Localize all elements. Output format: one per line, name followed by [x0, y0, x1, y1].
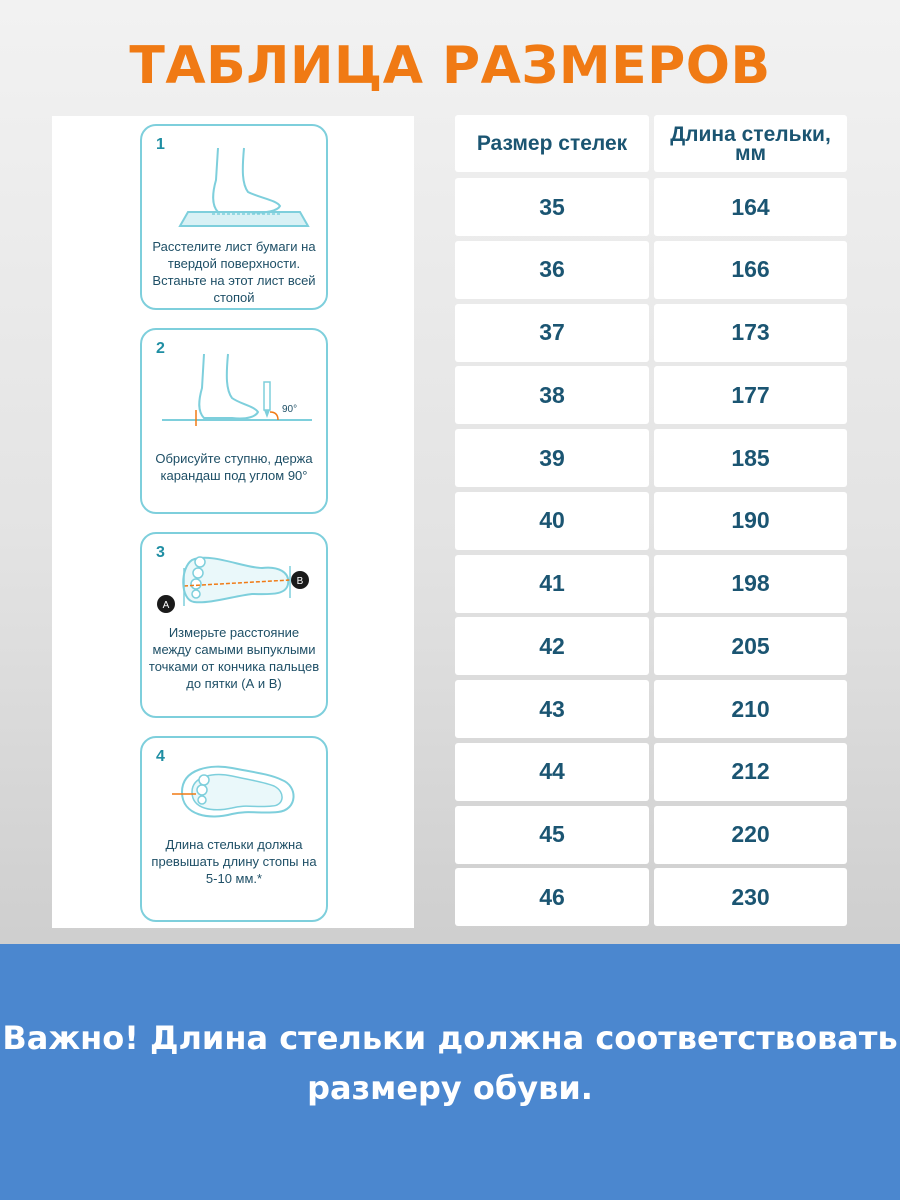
step-4-text: Длина стельки должна превышать длину стопы на 5-10 мм.* — [151, 837, 317, 886]
step-2-text: Обрисуйте ступню, держа карандаш под углом 90° — [155, 451, 313, 483]
size-cell: 35 — [455, 178, 649, 236]
foot-tracing-pencil-icon — [152, 344, 320, 426]
length-cell: 210 — [654, 680, 847, 738]
size-cell: 42 — [455, 617, 649, 675]
length-cell: 205 — [654, 617, 847, 675]
point-a-label: A — [162, 600, 170, 611]
angle-label: 90° — [282, 404, 298, 415]
instructions-panel — [52, 116, 414, 928]
step-number: 1 — [156, 136, 165, 153]
size-cell: 37 — [455, 304, 649, 362]
length-cell: 190 — [654, 492, 847, 550]
size-cell: 41 — [455, 555, 649, 613]
page-title: ТАБЛИЦА РАЗМЕРОВ — [129, 36, 771, 96]
size-cell: 44 — [455, 743, 649, 801]
length-cell: 230 — [654, 868, 847, 926]
step-number: 2 — [156, 340, 165, 357]
size-cell: 38 — [455, 366, 649, 424]
step-4-card — [140, 736, 328, 922]
point-b-label: B — [296, 576, 304, 587]
foot-measurement-icon — [152, 546, 320, 618]
size-cell: 36 — [455, 241, 649, 299]
step-1-card — [140, 124, 328, 310]
step-3-card — [140, 532, 328, 718]
step-number: 4 — [156, 748, 165, 765]
length-cell: 173 — [654, 304, 847, 362]
length-cell: 220 — [654, 806, 847, 864]
insole-comparison-icon — [152, 752, 320, 832]
length-cell: 185 — [654, 429, 847, 487]
size-cell: 45 — [455, 806, 649, 864]
size-cell: 40 — [455, 492, 649, 550]
size-cell: 39 — [455, 429, 649, 487]
notice-text: Важно! Длина стельки должна соответствовать размеру обуви. — [2, 1019, 898, 1107]
size-cell: 46 — [455, 868, 649, 926]
size-cell: 43 — [455, 680, 649, 738]
length-cell: 166 — [654, 241, 847, 299]
length-cell: 164 — [654, 178, 847, 236]
foot-on-paper-icon — [152, 140, 320, 236]
step-3-text: Измерьте расстояние между самыми выпуклыми точками от кончика пальцев до пятки (А и В) — [148, 625, 320, 691]
header-insole-length: Длина стельки, мм — [654, 115, 847, 172]
header-insole-size: Размер стелек — [455, 115, 649, 172]
step-2-card — [140, 328, 328, 514]
length-cell: 198 — [654, 555, 847, 613]
length-cell: 177 — [654, 366, 847, 424]
step-1-text: Расстелите лист бумаги на твердой поверхности. Встаньте на этот лист всей стопой — [152, 239, 316, 305]
step-number: 3 — [156, 544, 165, 561]
length-cell: 212 — [654, 743, 847, 801]
